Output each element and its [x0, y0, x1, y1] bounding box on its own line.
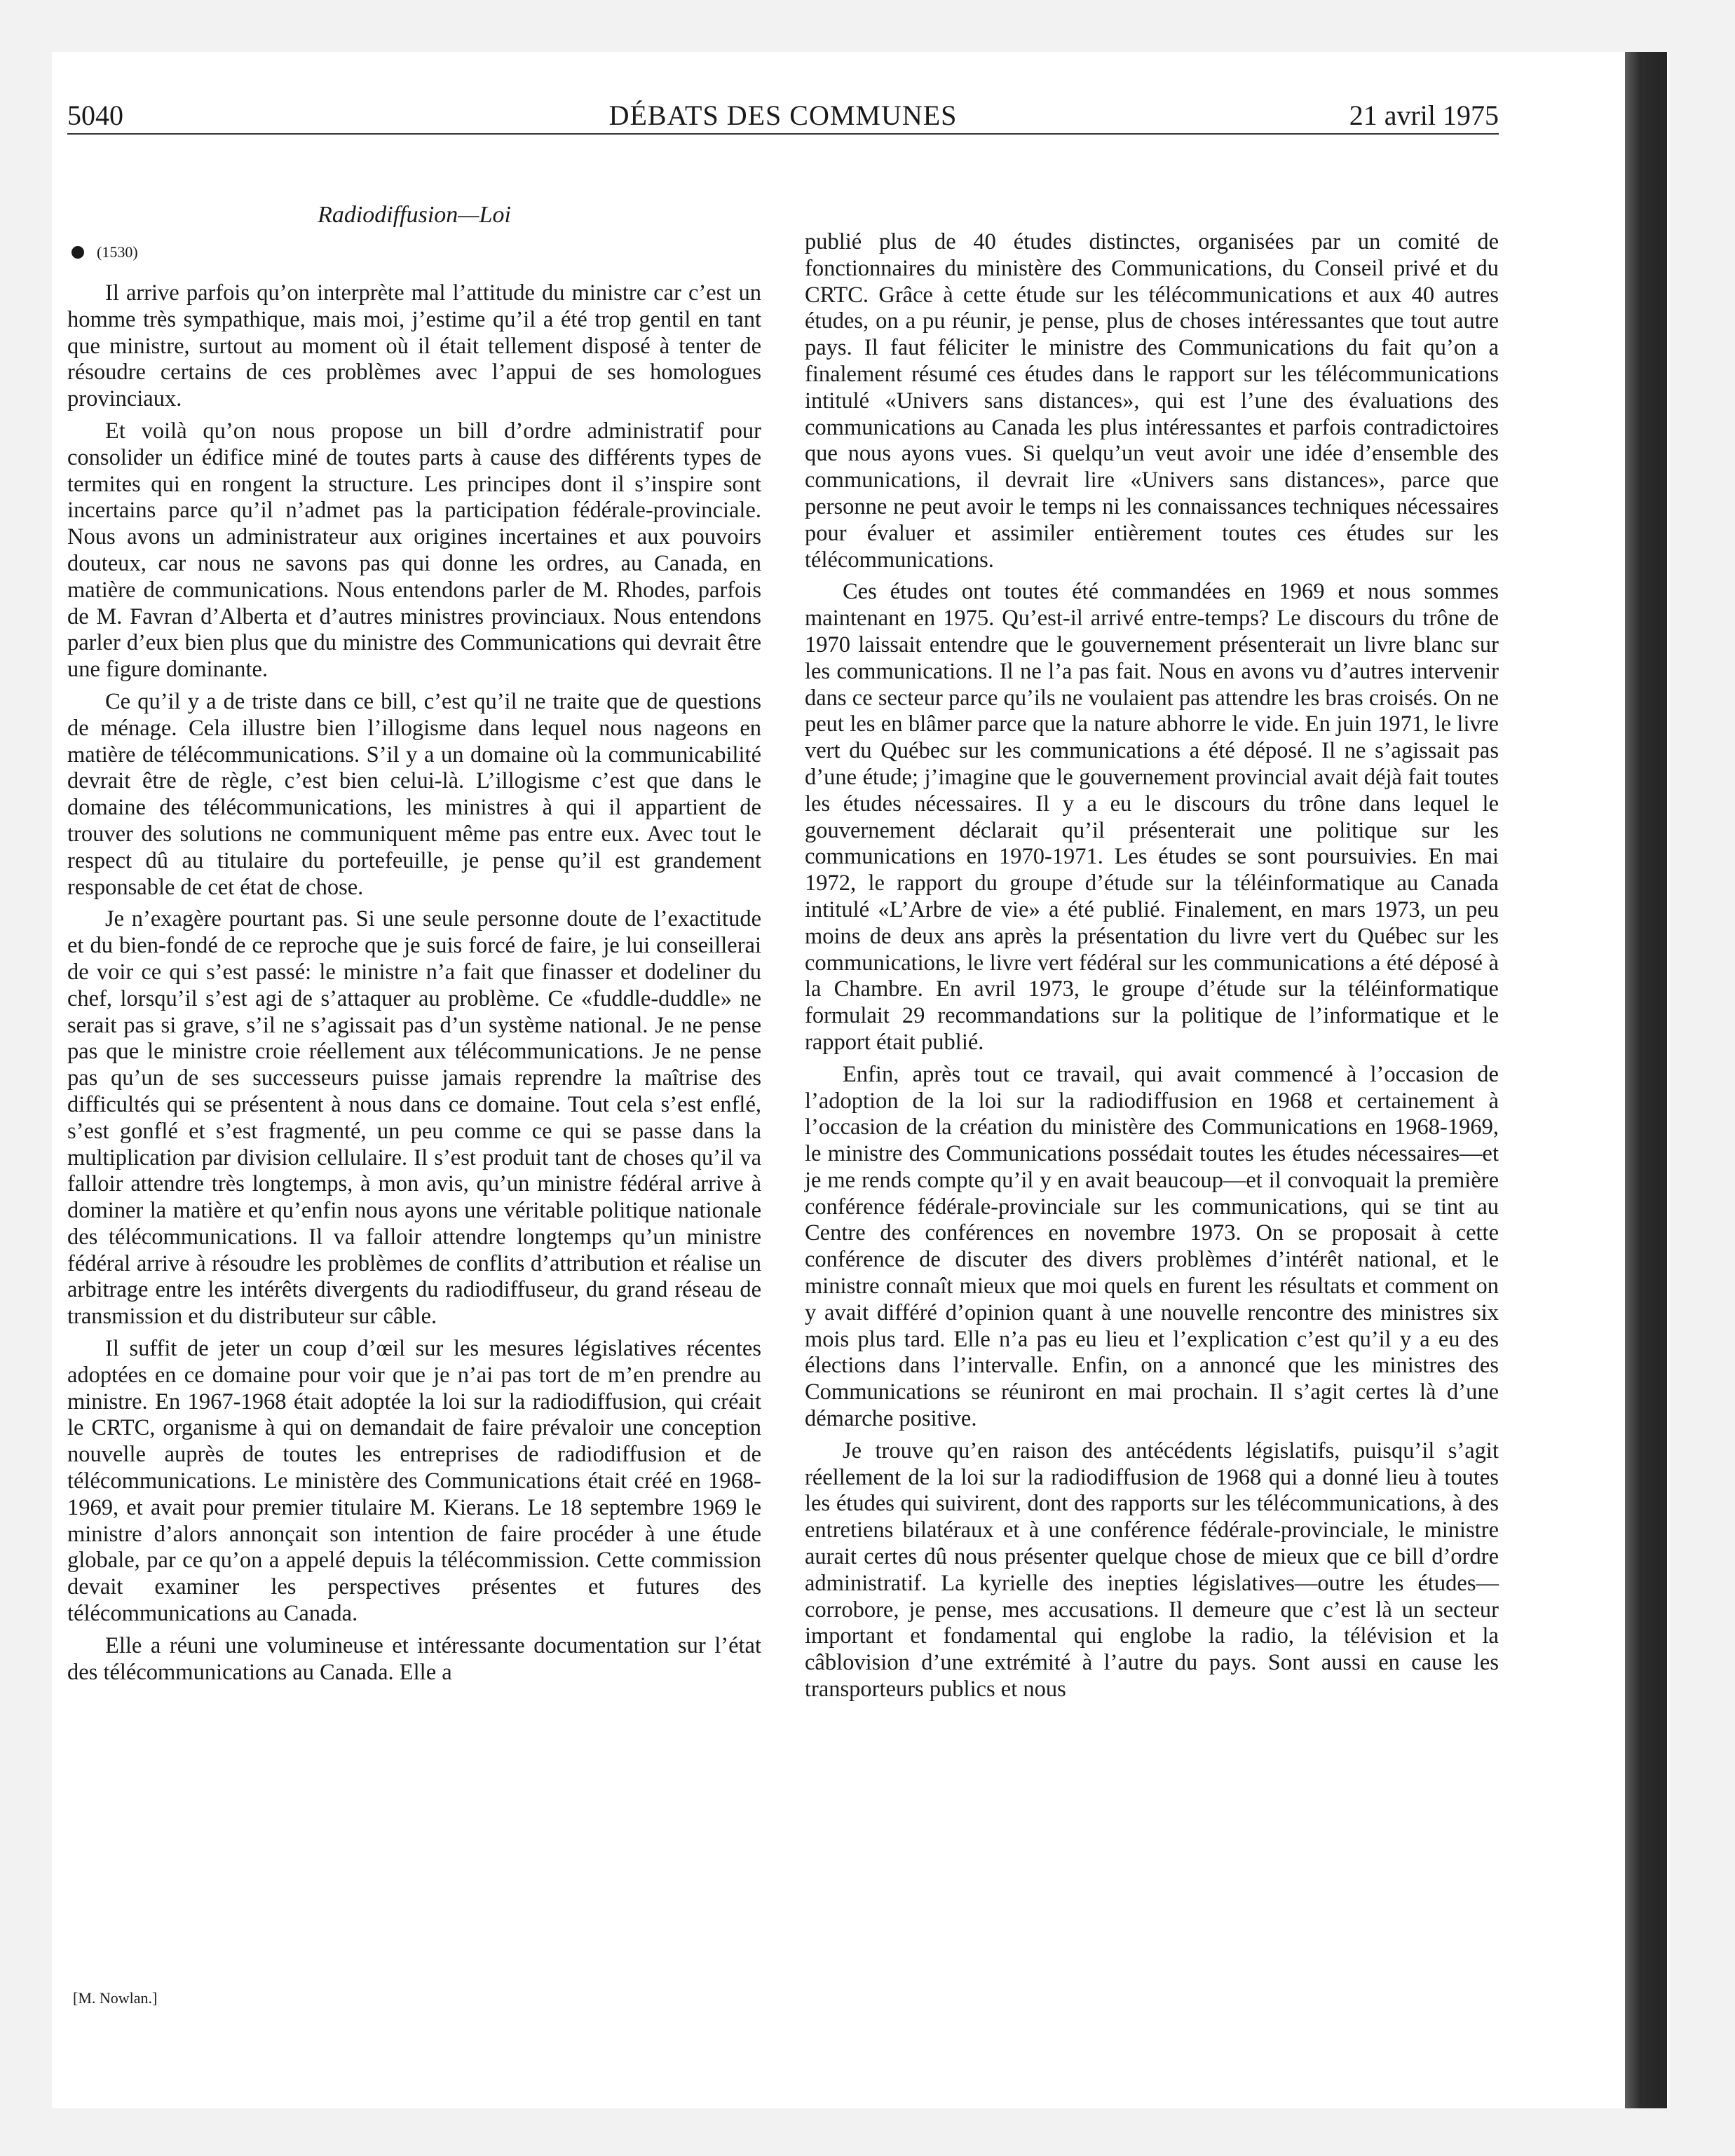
- paragraph: Et voilà qu’on nous propose un bill d’ordre administratif pour consolider un édifice miné de toutes parts à cause des différents types de termites qui en rongent la structure. Les principes dont il s’inspire sont incertains parce qu’il n’admet pas la participation fédérale-provinciale. Nous avons un administrateur aux origines incertaines et aux pouvoirs douteux, car nous ne savons pas qui donne les ordres, au Canada, en matière de communications. Nous entendons parler de M. Rhodes, parfois de M. Favran d’Alberta et d’autres ministres provinciaux. Nous entendons parler d’eux bien plus que du ministre des Communications qui devrait être une figure dominante.: [67, 418, 761, 683]
- right-column: [805, 229, 1499, 1709]
- paragraph: Il arrive parfois qu’on interprète mal l’attitude du ministre car c’est un homme très sympathique, mais moi, j’estime qu’il a été trop gentil en tant que ministre, surtout au moment où il était tellement disposé à tenter de résoudre certains de ces problèmes avec l’appui de ses homologues provinciaux.: [67, 280, 761, 412]
- publication-date: 21 avril 1975: [1349, 100, 1499, 131]
- publication-title: DÉBATS DES COMMUNES: [608, 100, 958, 131]
- time-marker-text: (1530): [97, 243, 138, 261]
- paragraph: Enfin, après tout ce travail, qui avait commencé à l’occasion de l’adoption de la loi sur la radiodiffusion en 1968 et certainement à l’occasion de la création du ministère des Communications en 1968-1969, le ministre des Communications possédait toutes les études nécessaires—et je me rends compte qu’il y en avait beaucoup—et il convoquait la première conférence fédérale-provinciale sur les communications, qui se tint au Centre des conférences en novembre 1973. On se proposait à cette conférence de discuter des divers problèmes d’intérêt national, et le ministre connaît mieux que moi quels en furent les résultats et comment on y avait différé d’opinion quant à une nouvelle rencontre des ministres six mois plus tard. Elle n’a pas eu lieu et l’explication c’est qu’il y a eu des élections dans l’intervalle. Enfin, on a annoncé que les ministres des Communications se réuniront en mai prochain. Il s’agit certes là d’une démarche positive.: [805, 1061, 1499, 1432]
- page-header: [67, 98, 1499, 135]
- time-marker: [72, 242, 138, 263]
- paragraph: Il suffit de jeter un coup d’œil sur les mesures législatives récentes adoptées en ce domaine pour voir que je n’ai pas tort de m’en prendre au ministre. En 1967-1968 était adoptée la loi sur la radiodiffusion, qui créait le CRTC, organisme à qui on demandait de faire prévaloir une conception nouvelle auprès de toutes les entreprises de radiodiffusion et de télécommunications. Le ministère des Communications était créé en 1968-1969, et avait pour premier titulaire M. Kierans. Le 18 septembre 1969 le ministre d’alors annonçait son intention de faire procéder à une étude globale, par ce qu’on a appelé depuis la télécommission. Cette commission devait examiner les perspectives présentes et futures des télécommunications au Canada.: [67, 1336, 761, 1627]
- paragraph: Ces études ont toutes été commandées en 1969 et nous sommes maintenant en 1975. Qu’est-il arrivé entre-temps? Le discours du trône de 1970 laissait entendre que le gouvernement présenterait un livre blanc sur les communications. Il ne l’a pas fait. Nous en avons vu d’autres intervenir dans ce secteur parce qu’ils ne voulaient pas attendre les bras croisés. On ne peut les en blâmer parce que la nature abhorre le vide. En juin 1971, le livre vert du Québec sur les communications a été déposé. Il ne s’agissait pas d’une étude; j’imagine que le gouvernement provincial avait déjà fait toutes les études nécessaires. Il y a eu le discours du trône dans lequel le gouvernement déclarait qu’il présenterait une politique sur les communications en 1970-1971. Les études se sont poursuivies. En mai 1972, le rapport du groupe d’étude sur la téléinformatique au Canada intitulé «L’Arbre de vie» a été publié. Finalement, en mars 1973, un peu moins de deux ans après la présentation du livre vert du Québec sur les communications, le livre vert fédéral sur les communications a été déposé à la Chambre. En avril 1973, le groupe d’étude sur la téléinformatique formulait 29 recommandations sur la politique de l’informatique et le rapport était publié.: [805, 579, 1499, 1055]
- paragraph: Je trouve qu’en raison des antécédents législatifs, puisqu’il s’agit réellement de la loi sur la radiodiffusion de 1968 qui a donné lieu à toutes les études qui suivirent, dont des rapports sur les télécommunications, à des entretiens bilatéraux et à une conférence fédérale-provinciale, le ministre aurait certes dû nous présenter quelque chose de mieux que ce bill d’ordre administratif. La kyrielle des inepties législatives—outre les études—corrobore, je pense, mes accusations. Il demeure que c’est là un secteur important et fondamental qui englobe la radio, la télévision et la câblovision d’une extrémité à l’autre du pays. Sont aussi en cause les transporteurs publics et nous: [805, 1438, 1499, 1703]
- scan-edge-shadow: [1625, 52, 1667, 2108]
- paragraph: Ce qu’il y a de triste dans ce bill, c’est qu’il ne traite que de questions de ménage. Cela illustre bien l’illogisme dans lequel nous nageons en matière de télécommunications. S’il y a un domaine où la communicabilité devrait être de règle, c’est bien celui-là. L’illogisme c’est que dans le domaine des télécommunications, les ministres à qui il appartient de trouver des solutions ne communiquent même pas entre eux. Avec tout le respect dû au titulaire du portefeuille, je pense qu’il est grandement responsable de cet état de chose.: [67, 688, 761, 900]
- left-column: [67, 280, 761, 1691]
- paragraph: Je n’exagère pourtant pas. Si une seule personne doute de l’exactitude et du bien-fondé de ce reproche que je suis forcé de faire, je lui conseillerai de voir ce qui s’est passé: le ministre n’a fait que finasser et dodeliner du chef, lorsqu’il s’est agi de s’attaquer au problème. Ce «fuddle-duddle» ne serait pas si grave, s’il ne s’agissait pas d’un système national. Je ne pense pas que le ministre croie réellement aux télécommunications. Je ne pense pas qu’un de ses successeurs puisse jamais reprendre la maîtrise des difficultés qui se présentent à nous dans ce domaine. Tout cela s’est enflé, s’est gonflé et s’est fragmenté, un peu comme ce qui se passe dans la multiplication par division cellulaire. Il s’est produit tant de choses qu’il va falloir attendre très longtemps, à mon avis, qu’un ministre fédéral arrive à dominer la matière et qu’enfin nous ayons une véritable politique nationale des télécommunications. Il va falloir attendre longtemps qu’un ministre fédéral arrive à résoudre les problèmes de conflits d’attribution et réalise un arbitrage entre les intérêts divergents du radiodiffuseur, du grand réseau de transmission et du distributeur sur câble.: [67, 906, 761, 1330]
- paragraph: Elle a réuni une volumineuse et intéressante documentation sur l’état des télécommunications au Canada. Elle a: [67, 1632, 761, 1685]
- page-number: 5040: [67, 100, 123, 131]
- paragraph: publié plus de 40 études distinctes, organisées par un comité de fonctionnaires du ministère des Communications, du Conseil privé et du CRTC. Grâce à cette étude sur les télécommunications et aux 40 autres études, on a pu réunir, je pense, plus de choses intéressantes que tout autre pays. Il faut féliciter le ministre des Communications du fait qu’on a finalement résumé ces études dans le rapport sur les télécommunications intitulé «Univers sans distances», qui est l’une des évaluations des communications au Canada les plus intéressantes et parfois contradictoires que nous ayons vues. Si quelqu’un veut avoir une idée d’ensemble des communications, il devrait lire «Univers sans distances», parce que personne ne peut avoir le temps ni les connaissances techniques nécessaires pour évaluer et assimiler entièrement toutes ces études sur les télécommunications.: [805, 229, 1499, 573]
- bullet-icon: [72, 246, 84, 259]
- subject-heading: Radiodiffusion—Loi: [318, 202, 511, 228]
- speaker-attribution: [M. Nowlan.]: [73, 1989, 158, 2007]
